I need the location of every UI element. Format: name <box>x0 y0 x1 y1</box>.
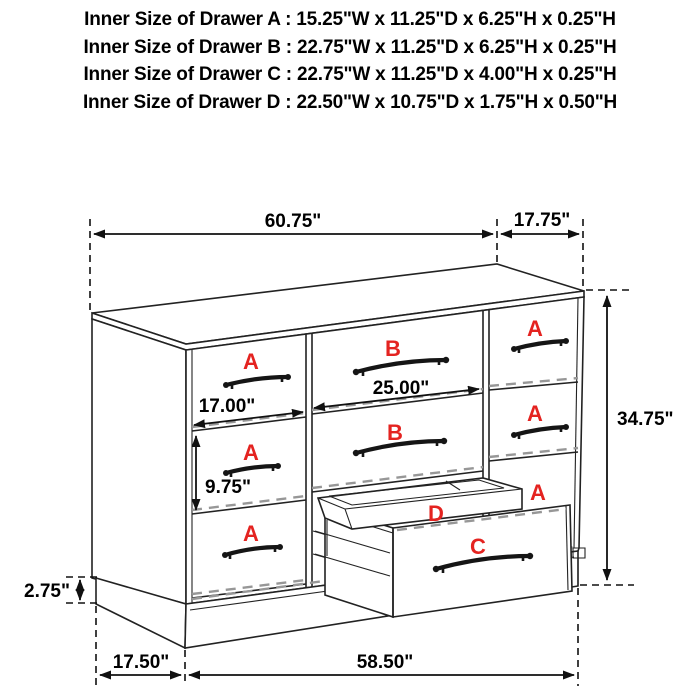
drawer-label-a-bottom-right: A <box>530 480 546 505</box>
dim-label-base-height: 2.75" <box>24 581 70 602</box>
title-line-drawer-c: Inner Size of Drawer C : 22.75"W x 11.25"D x 4.00"H x 0.25"H <box>83 64 617 85</box>
dim-label-drawer-b-width: 25.00" <box>372 378 430 399</box>
drawer-label-a-mid-right: A <box>527 401 543 426</box>
dim-label-drawer-a-height: 9.75" <box>205 477 251 498</box>
title-line-drawer-a: Inner Size of Drawer A : 15.25"W x 11.25"D x 6.25"H x 0.25"H <box>84 9 616 30</box>
title-line-drawer-b: Inner Size of Drawer B : 22.75"W x 11.25"D x 6.25"H x 0.25"H <box>83 36 617 58</box>
drawer-label-b-mid: B <box>387 420 403 445</box>
dim-label-top-depth: 17.75" <box>513 210 571 231</box>
cabinet-left-side <box>92 319 186 604</box>
drawer-label-a-bottom-left: A <box>243 521 259 546</box>
drawer-label-d: D <box>428 501 444 526</box>
dim-label-base-depth: 17.50" <box>112 652 170 673</box>
drawer-label-a-top-left: A <box>243 349 259 374</box>
dim-label-drawer-a-width: 17.00" <box>198 396 256 417</box>
title-line-drawer-d: Inner Size of Drawer D : 22.50"W x 10.75"D x 1.75"H x 0.50"H <box>82 91 618 113</box>
drawer-label-a-top-right: A <box>527 316 543 341</box>
dim-label-total-height: 34.75" <box>617 409 674 430</box>
dim-label-top-width: 60.75" <box>264 211 322 232</box>
drawer-label-c: C <box>470 534 486 559</box>
drawer-label-a-mid-left: A <box>243 440 259 465</box>
dim-label-base-width: 58.50" <box>356 652 414 673</box>
drawer-label-b-top: B <box>385 336 401 361</box>
